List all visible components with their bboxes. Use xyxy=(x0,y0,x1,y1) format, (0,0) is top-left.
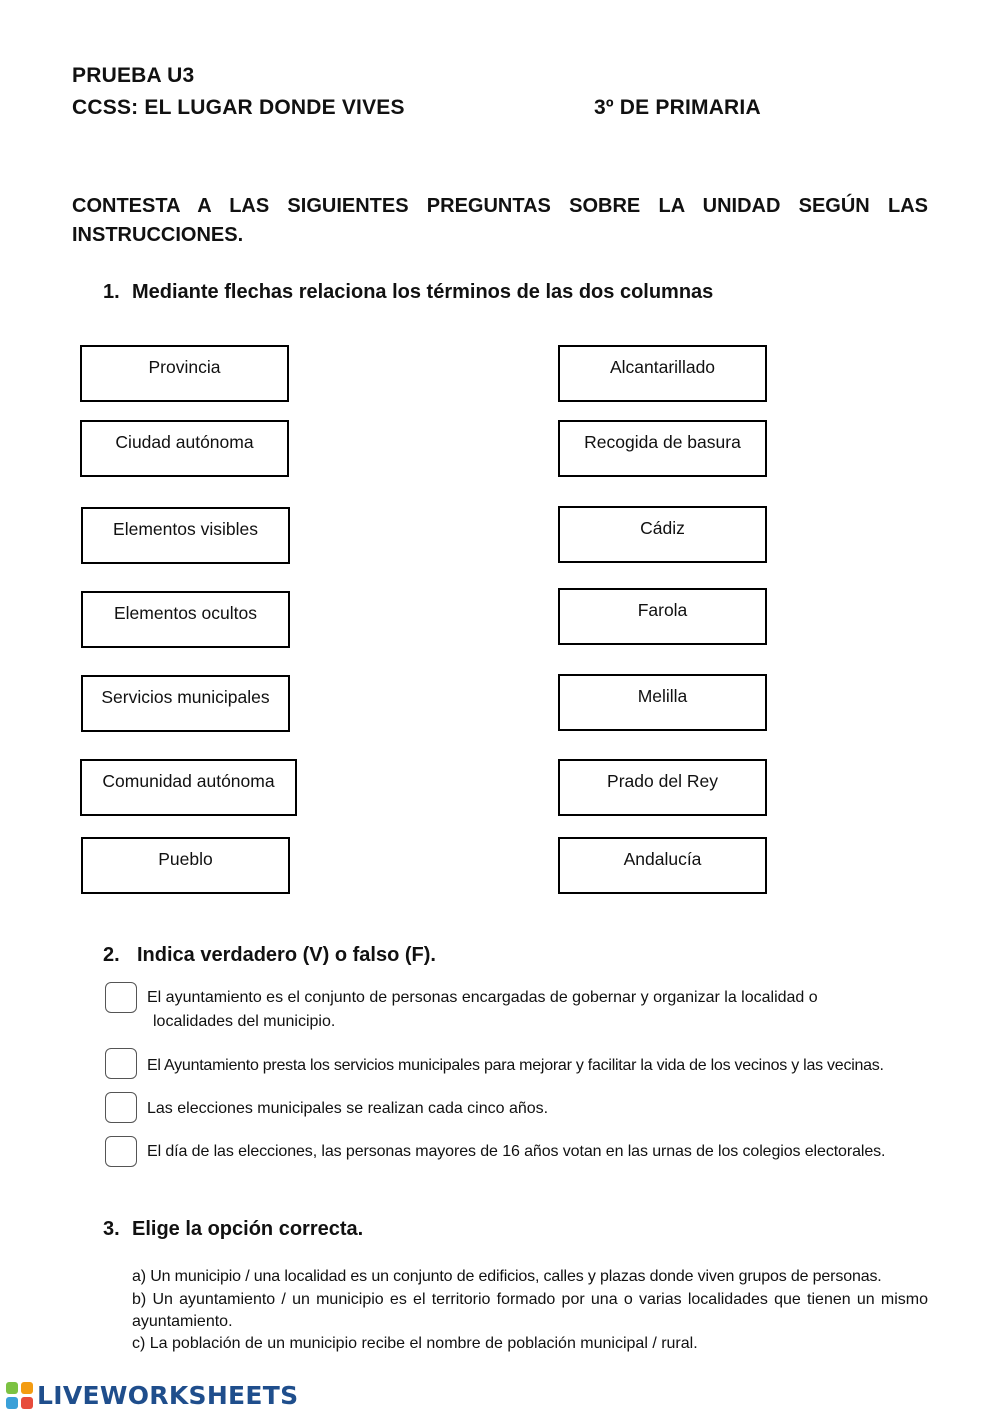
tf-answer-box-3[interactable] xyxy=(105,1092,137,1123)
right-term-alcantarillado[interactable]: Alcantarillado xyxy=(558,345,767,402)
q1-title: Mediante flechas relaciona los términos de las dos columnas xyxy=(132,281,714,303)
tf-statement-1 xyxy=(147,986,818,1034)
q1-number: 1. xyxy=(103,281,120,303)
logo-text: LIVEWORKSHEETS xyxy=(37,1381,299,1410)
q3-option-c[interactable]: c) La población de un municipio recibe el nombre de población municipal / rural. xyxy=(132,1335,698,1352)
left-term-elementos-visibles[interactable]: Elementos visibles xyxy=(81,507,290,564)
tf-statement-1-line2: localidades del municipio. xyxy=(153,1013,336,1030)
q3-option-a[interactable]: a) Un municipio / una localidad es un conjunto de edificios, calles y plazas donde viven grupos de personas. xyxy=(132,1268,882,1285)
logo-square-red xyxy=(21,1397,33,1409)
tf-statement-4: El día de las elecciones, las personas mayores de 16 años votan en las urnas de los colegios electorales. xyxy=(147,1143,886,1160)
tf-statement-1-line1: El ayuntamiento es el conjunto de personas encargadas de gobernar y organizar la localidad o xyxy=(147,989,818,1006)
right-term-farola[interactable]: Farola xyxy=(558,588,767,645)
tf-statement-2: El Ayuntamiento presta los servicios municipales para mejorar y facilitar la vida de los vecinos y las vecinas. xyxy=(147,1057,884,1074)
left-term-elementos-ocultos[interactable]: Elementos ocultos xyxy=(81,591,290,648)
q2-number: 2. xyxy=(103,944,120,966)
liveworksheets-logo-icon xyxy=(6,1382,34,1410)
right-term-prado-del-rey[interactable]: Prado del Rey xyxy=(558,759,767,816)
logo-square-orange xyxy=(21,1382,33,1394)
instructions: CONTESTA A LAS SIGUIENTES PREGUNTAS SOBRE LA UNIDAD SEGÚN LAS INSTRUCCIONES. xyxy=(72,195,928,246)
q3-option-b[interactable]: b) Un ayuntamiento / un municipio es el territorio formado por una o varias localidades que tienen un mismo ayuntamiento. xyxy=(132,1291,928,1330)
tf-answer-box-1[interactable] xyxy=(105,982,137,1013)
tf-answer-box-2[interactable] xyxy=(105,1048,137,1079)
q3-number: 3. xyxy=(103,1218,120,1240)
right-term-andalucia[interactable]: Andalucía xyxy=(558,837,767,894)
logo-square-green xyxy=(6,1382,18,1394)
liveworksheets-logo[interactable] xyxy=(6,1381,298,1410)
left-term-comunidad-autonoma[interactable]: Comunidad autónoma xyxy=(80,759,297,816)
tf-statement-3: Las elecciones municipales se realizan cada cinco años. xyxy=(147,1100,549,1117)
grade-label: 3º DE PRIMARIA xyxy=(594,96,761,119)
left-term-servicios-municipales[interactable]: Servicios municipales xyxy=(81,675,290,732)
right-term-melilla[interactable]: Melilla xyxy=(558,674,767,731)
left-term-provincia[interactable]: Provincia xyxy=(80,345,289,402)
q2-title: Indica verdadero (V) o falso (F). xyxy=(137,944,436,966)
tf-answer-box-4[interactable] xyxy=(105,1136,137,1167)
subject-title: CCSS: EL LUGAR DONDE VIVES xyxy=(72,96,405,119)
right-term-recogida-basura[interactable]: Recogida de basura xyxy=(558,420,767,477)
test-title: PRUEBA U3 xyxy=(72,64,195,87)
q3-title: Elige la opción correcta. xyxy=(132,1218,364,1240)
left-term-ciudad-autonoma[interactable]: Ciudad autónoma xyxy=(80,420,289,477)
left-term-pueblo[interactable]: Pueblo xyxy=(81,837,290,894)
right-term-cadiz[interactable]: Cádiz xyxy=(558,506,767,563)
logo-square-cyan xyxy=(6,1397,18,1409)
